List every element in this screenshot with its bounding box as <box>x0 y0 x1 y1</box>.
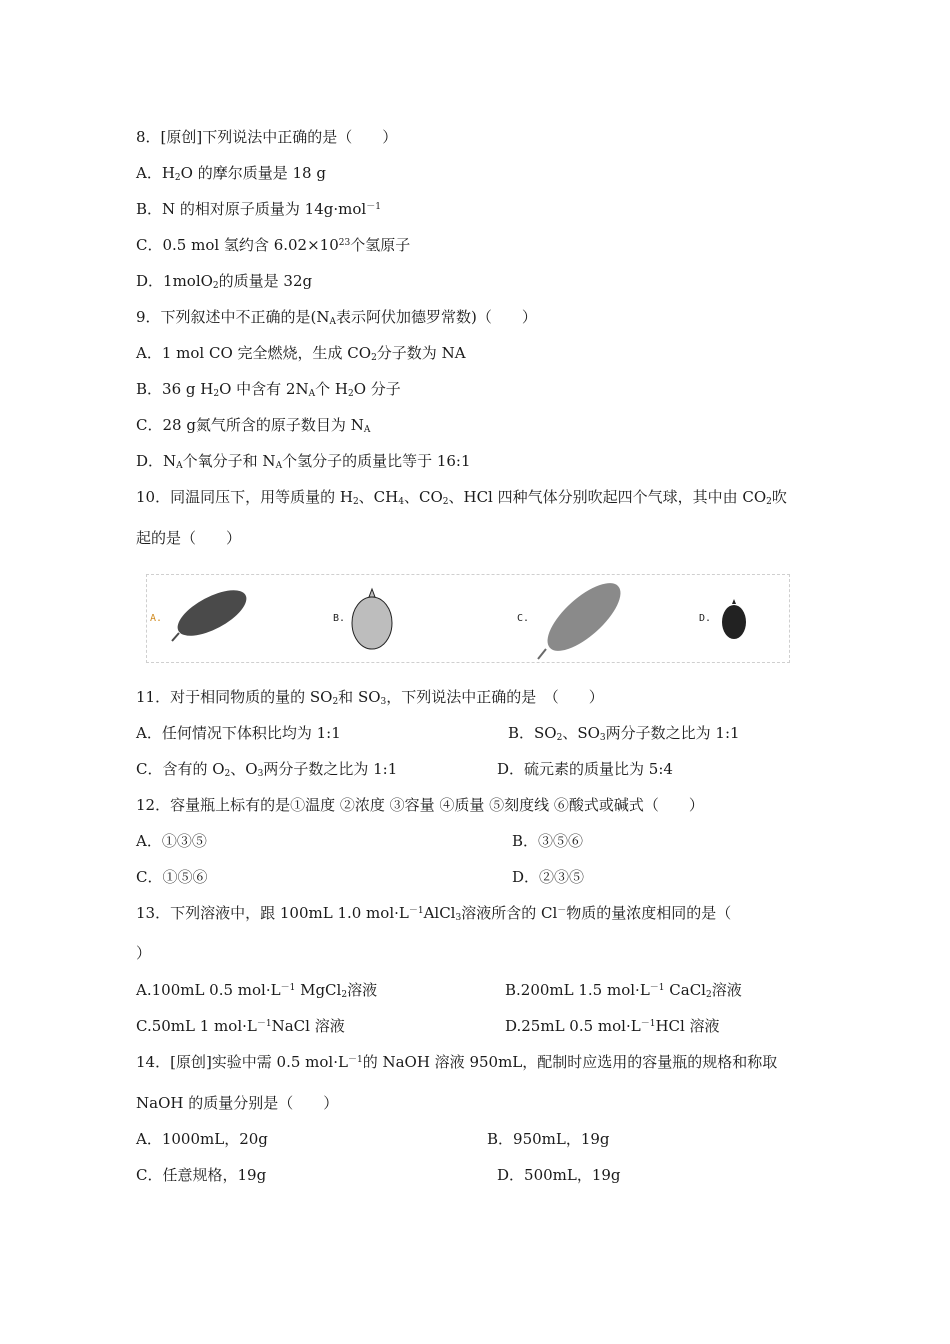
q8-stem: 8．[原创]下列说法中正确的是（ ） <box>136 128 398 146</box>
q11-option-b: B．$SO_2$、$SO_3$两分子数之比为 1:1 <box>508 724 740 743</box>
balloon-d-image <box>719 597 749 643</box>
q13-option-d: D.25mL 0.5 $mol\cdot L^{-1}HCl$ 溶液 <box>505 1017 720 1035</box>
q9-option-b: B．36 g $H_2O$ 中含有 $2N_A$个 $H_2O$ 分子 <box>136 380 401 399</box>
q13-stem-line1: 13．下列溶液中，跟 100mL 1.0 $mol\cdot L^{-1}AlCl_3$溶液所含的 Cl－物质的量浓度相同的是（ <box>136 904 732 923</box>
balloon-c-image <box>532 579 627 663</box>
q11-stem: 11．对于相同物质的量的 $SO_2$和 $SO_3$，下列说法中正确的是 （ ） <box>136 688 604 707</box>
q14-stem-line2: NaOH 的质量分别是（ ） <box>136 1094 339 1112</box>
q9-option-a: A．1 mol CO 完全燃烧，生成 $CO_2$分子数为 NA <box>136 344 466 363</box>
q8-option-a: A．$H_2O$ 的摩尔质量是 18 g <box>136 164 326 183</box>
q14-option-d: D．500mL，19g <box>497 1166 621 1184</box>
balloon-b-image <box>347 587 397 657</box>
q12-option-c: C．①⑤⑥ <box>136 868 208 886</box>
q11-option-d: D．硫元素的质量比为 5:4 <box>497 760 673 778</box>
q8-option-c: C．0.5 mol 氢约含 $6.02\times 10^{23}$个氢原子 <box>136 236 411 254</box>
q14-option-a: A．1000mL，20g <box>136 1130 268 1148</box>
q8-option-d: D．1molO$_2$的质量是 32g <box>136 272 313 291</box>
balloon-figure <box>146 574 790 663</box>
q14-stem-line1: 14．[原创]实验中需 0.5 $mol\cdot L^{-1}$的 NaOH 溶液 950mL，配制时应选用的容量瓶的规格和称取 <box>136 1053 778 1071</box>
balloon-b-label: B. <box>333 613 346 624</box>
q12-option-d: D．②③⑤ <box>512 868 585 886</box>
q10-stem-line2: 起的是（ ） <box>136 529 242 547</box>
q12-option-b: B．③⑤⑥ <box>512 832 584 850</box>
q9-stem: 9．下列叙述中不正确的是($N_A$表示阿伏加德罗常数)（ ） <box>136 308 537 327</box>
q13-option-a: A.100mL 0.5 $mol\cdot L^{-1}$ MgCl$_2$溶液 <box>136 981 378 1000</box>
q14-option-b: B．950mL，19g <box>487 1130 610 1148</box>
q11-option-c: C．含有的 $O_2$、$O_3$两分子数之比为 1:1 <box>136 760 398 779</box>
q11-option-a: A．任何情况下体积比均为 1:1 <box>136 724 341 742</box>
balloon-c-label: C. <box>517 613 530 624</box>
q13-option-b: B.200mL 1.5 $mol\cdot L^{-1}$ CaCl$_2$溶液 <box>505 981 742 1000</box>
balloon-a-image <box>169 587 249 647</box>
q9-option-d: D．$N_A$个氧分子和 $N_A$个氢分子的质量比等于 16:1 <box>136 452 471 471</box>
q13-stem-line2: ） <box>136 944 152 962</box>
q12-stem: 12．容量瓶上标有的是①温度 ②浓度 ③容量 ④质量 ⑤刻度线 ⑥酸式或碱式（ ） <box>136 796 704 814</box>
q14-option-c: C．任意规格，19g <box>136 1166 267 1184</box>
q9-option-c: C．28 g氮气所含的原子数目为 $N_A$ <box>136 416 371 435</box>
balloon-a-label: A. <box>150 613 163 624</box>
q8-option-b: B．N 的相对原子质量为 14g·mol$^{-1}$ <box>136 200 381 218</box>
q13-option-c: C.50mL 1 $mol\cdot L^{-1}NaCl$ 溶液 <box>136 1017 345 1035</box>
balloon-d-label: D. <box>699 613 712 624</box>
q12-option-a: A．①③⑤ <box>136 832 207 850</box>
q10-stem-line1: 10．同温同压下，用等质量的 $H_2$、$CH_4$、$CO_2$、HCl 四种气体分别吹起四个气球，其中由 $CO_2$吹 <box>136 488 787 507</box>
